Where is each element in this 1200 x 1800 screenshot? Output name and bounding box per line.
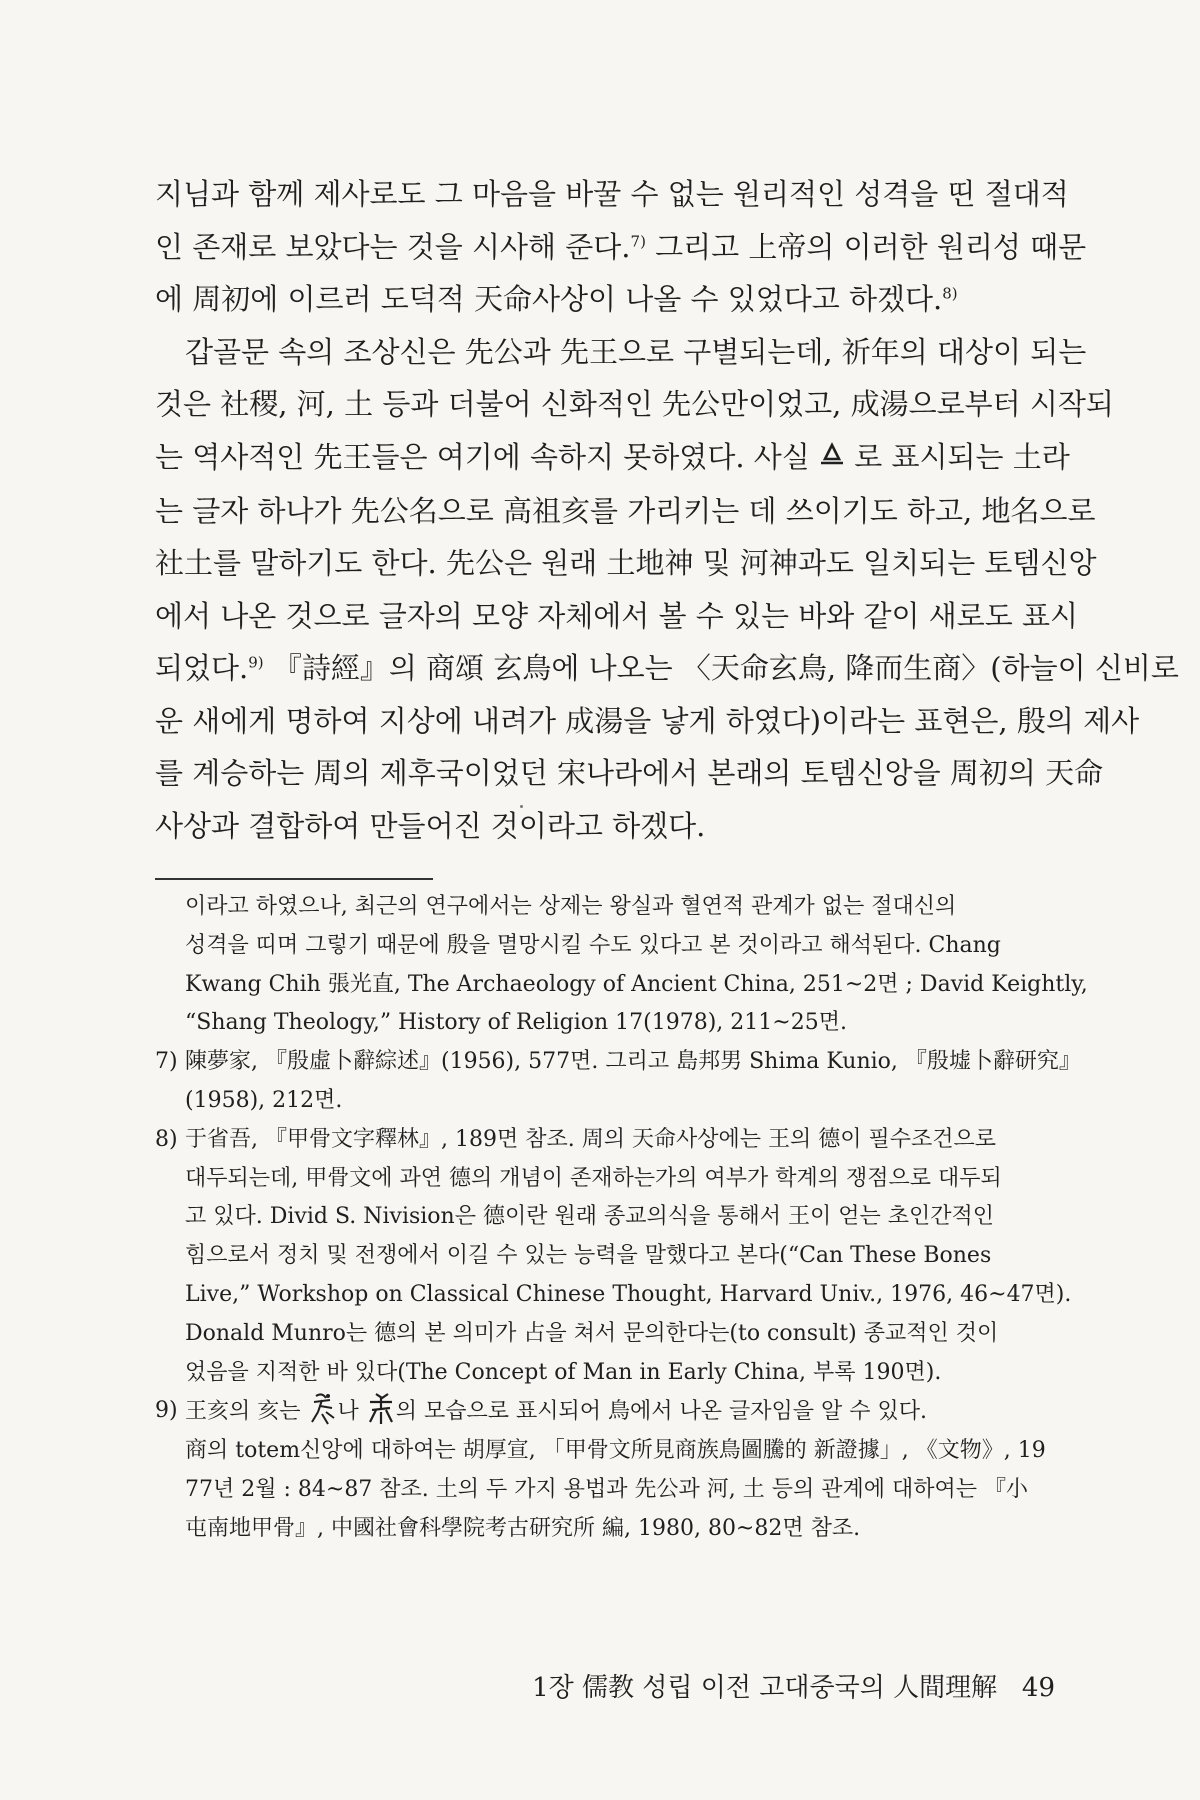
text-segment: 로 표시되는 土라 [854,439,1070,474]
note-line: 성격을 띠며 그렇기 때문에 殷을 멸망시킬 수도 있다고 본 것이라고 해석된다. Chang [185,932,1001,958]
text-line: 지님과 함께 제사로도 그 마음을 바꿀 수 없는 원리적인 성격을 띤 절대적 [155,177,1069,211]
paragraph-1 [155,168,1087,326]
text-segment: 는 역사적인 先王들은 여기에 속하지 못하였다. 사실 [155,439,810,474]
note-line: 고 있다. Divid S. Nivision은 德이란 원래 종교의식을 통해서 王이 얻는 초인간적인 [185,1204,994,1230]
note-line: 었음을 지적한 바 있다(The Concept of Man in Early China, 부록 190면). [185,1359,942,1385]
text-line: 운 새에게 명하여 지상에 내려가 成湯을 낳게 하였다)이라는 표현은, 殷의 제사 [155,703,1140,738]
text-segment: 그리고 上帝의 이러한 원리성 때문 [645,229,1087,264]
footnote-number: 9) [155,1398,178,1424]
footnotes [155,888,1088,1549]
page-number: 49 [1021,1673,1055,1703]
note-line: 屯南地甲骨』, 中國社會科學院考古研究所 編, 1980, 80~82면 참조. [185,1515,861,1541]
text-segment: 『詩經』의 商頌 玄鳥에 나오는 〈天命玄鳥, 降而生商〉(하늘이 신비로 [263,651,1179,686]
note-line: 대두되는데, 甲骨文에 과연 德의 개념이 존재하는가의 여부가 학계의 쟁점으로 대두되 [185,1165,1002,1191]
text-line: 사상과 결합하여 만들어진 것이라고 하겠다. [155,808,706,843]
text-line [155,221,1087,274]
text-line: 를 계승하는 周의 제후국이었던 宋나라에서 본래의 토템신앙을 周初의 天命 [155,756,1104,791]
footnote-7 [155,1043,1081,1121]
note-line: Kwang Chih 張光直, The Archaeology of Ancient China, 251~2면 ; David Keightly, [185,971,1088,997]
note-line: Live,” Workshop on Classical Chinese Thought, Harvard Univ., 1976, 46~47면). [185,1281,1072,1307]
footnote-ref-7[interactable]: 7) [630,231,646,250]
note-line: 77년 2월 : 84~87 참조. 土의 두 가지 용법과 先公과 河, 土 등의 관계에 대하여는 『小 [185,1476,1029,1502]
text-segment: 王亥의 亥는 [185,1399,301,1425]
text-line: 에서 나온 것으로 글자의 모양 자체에서 볼 수 있는 바와 같이 새로도 표시 [155,598,1079,633]
paragraph-2 [155,326,1179,853]
text-line: 는 글자 하나가 先公名으로 高祖亥를 가리키는 데 쓰이기도 하고, 地名으로 [155,493,1096,528]
text-segment: 의 모습으로 표시되어 鳥에서 나온 글자임을 알 수 있다. [395,1399,927,1425]
note-line: 陳夢家, 『殷虛卜辭綜述』(1956), 577면. 그리고 島邦男 Shima Kunio, 『殷墟卜辭研究』 [185,1049,1081,1075]
note-line: 이라고 하였으나, 최근의 연구에서는 상제는 왕실과 혈연적 관계가 없는 절대신의 [185,894,957,919]
footnote-number: 7) [155,1049,178,1075]
text-line: 社土를 말하기도 한다. 先公은 원래 土地神 및 河神과도 일치되는 토템신앙 [155,546,1097,581]
text-line [155,642,1179,695]
text-segment: 되었다. [155,651,249,686]
footnote-ref-9[interactable]: 9) [248,653,264,672]
note-line: Donald Munro는 德의 본 의미가 占을 쳐서 문의한다는(to consult) 종교적인 것이 [185,1320,999,1346]
note-line: “Shang Theology,” History of Religion 17(1978), 211~25면. [185,1010,847,1036]
text-segment: 인 존재로 보았다는 것을 시사해 준다. [155,229,631,264]
text-line [155,431,1070,485]
print-speck [520,805,523,808]
note-line: (1958), 212면. [185,1087,343,1113]
body-text [155,168,1179,852]
footnote-9 [155,1392,1055,1548]
note-line [185,1392,1055,1432]
footnote-separator [155,878,433,880]
text-segment: 나 [337,1399,359,1425]
text-segment: 에 周初에 이르러 도덕적 天命사상이 나올 수 있었다고 하겠다. [155,282,943,316]
text-line [155,273,1055,326]
note-line: 힘으로서 정치 및 전쟁에서 이길 수 있는 능력을 말했다고 본다(“Can These Bones [185,1243,992,1269]
footnote-ref-8[interactable]: 8) [942,284,958,303]
note-line: 于省吾, 『甲骨文字釋林』, 189면 참조. 周의 天命사상에는 王의 德이 필수조건으로 [185,1126,996,1152]
running-head: 1장 儒教 성립 이전 고대중국의 人間理解 [532,1673,998,1703]
oracle-hai-bird-variant-glyph-icon [366,1392,396,1426]
footnote-8 [155,1121,1072,1393]
text-line: 갑골문 속의 조상신은 先公과 先王으로 구별되는데, 祈年의 대상이 되는 [185,334,1087,369]
oracle-hai-bird-glyph-icon [308,1392,338,1426]
oracle-earth-glyph-icon [819,432,845,485]
footnote-number: 8) [155,1126,178,1152]
text-line: 것은 社稷, 河, 土 등과 더불어 신화적인 先公만이었고, 成湯으로부터 시작되 [155,387,1114,421]
page-footer [505,1672,1055,1704]
note-line: 商의 totem신앙에 대하여는 胡厚宣, 「甲骨文所見商族鳥圖騰的 新證據」, 《文物》, 19 [185,1438,1046,1464]
footnote-continuation [185,888,1088,1043]
